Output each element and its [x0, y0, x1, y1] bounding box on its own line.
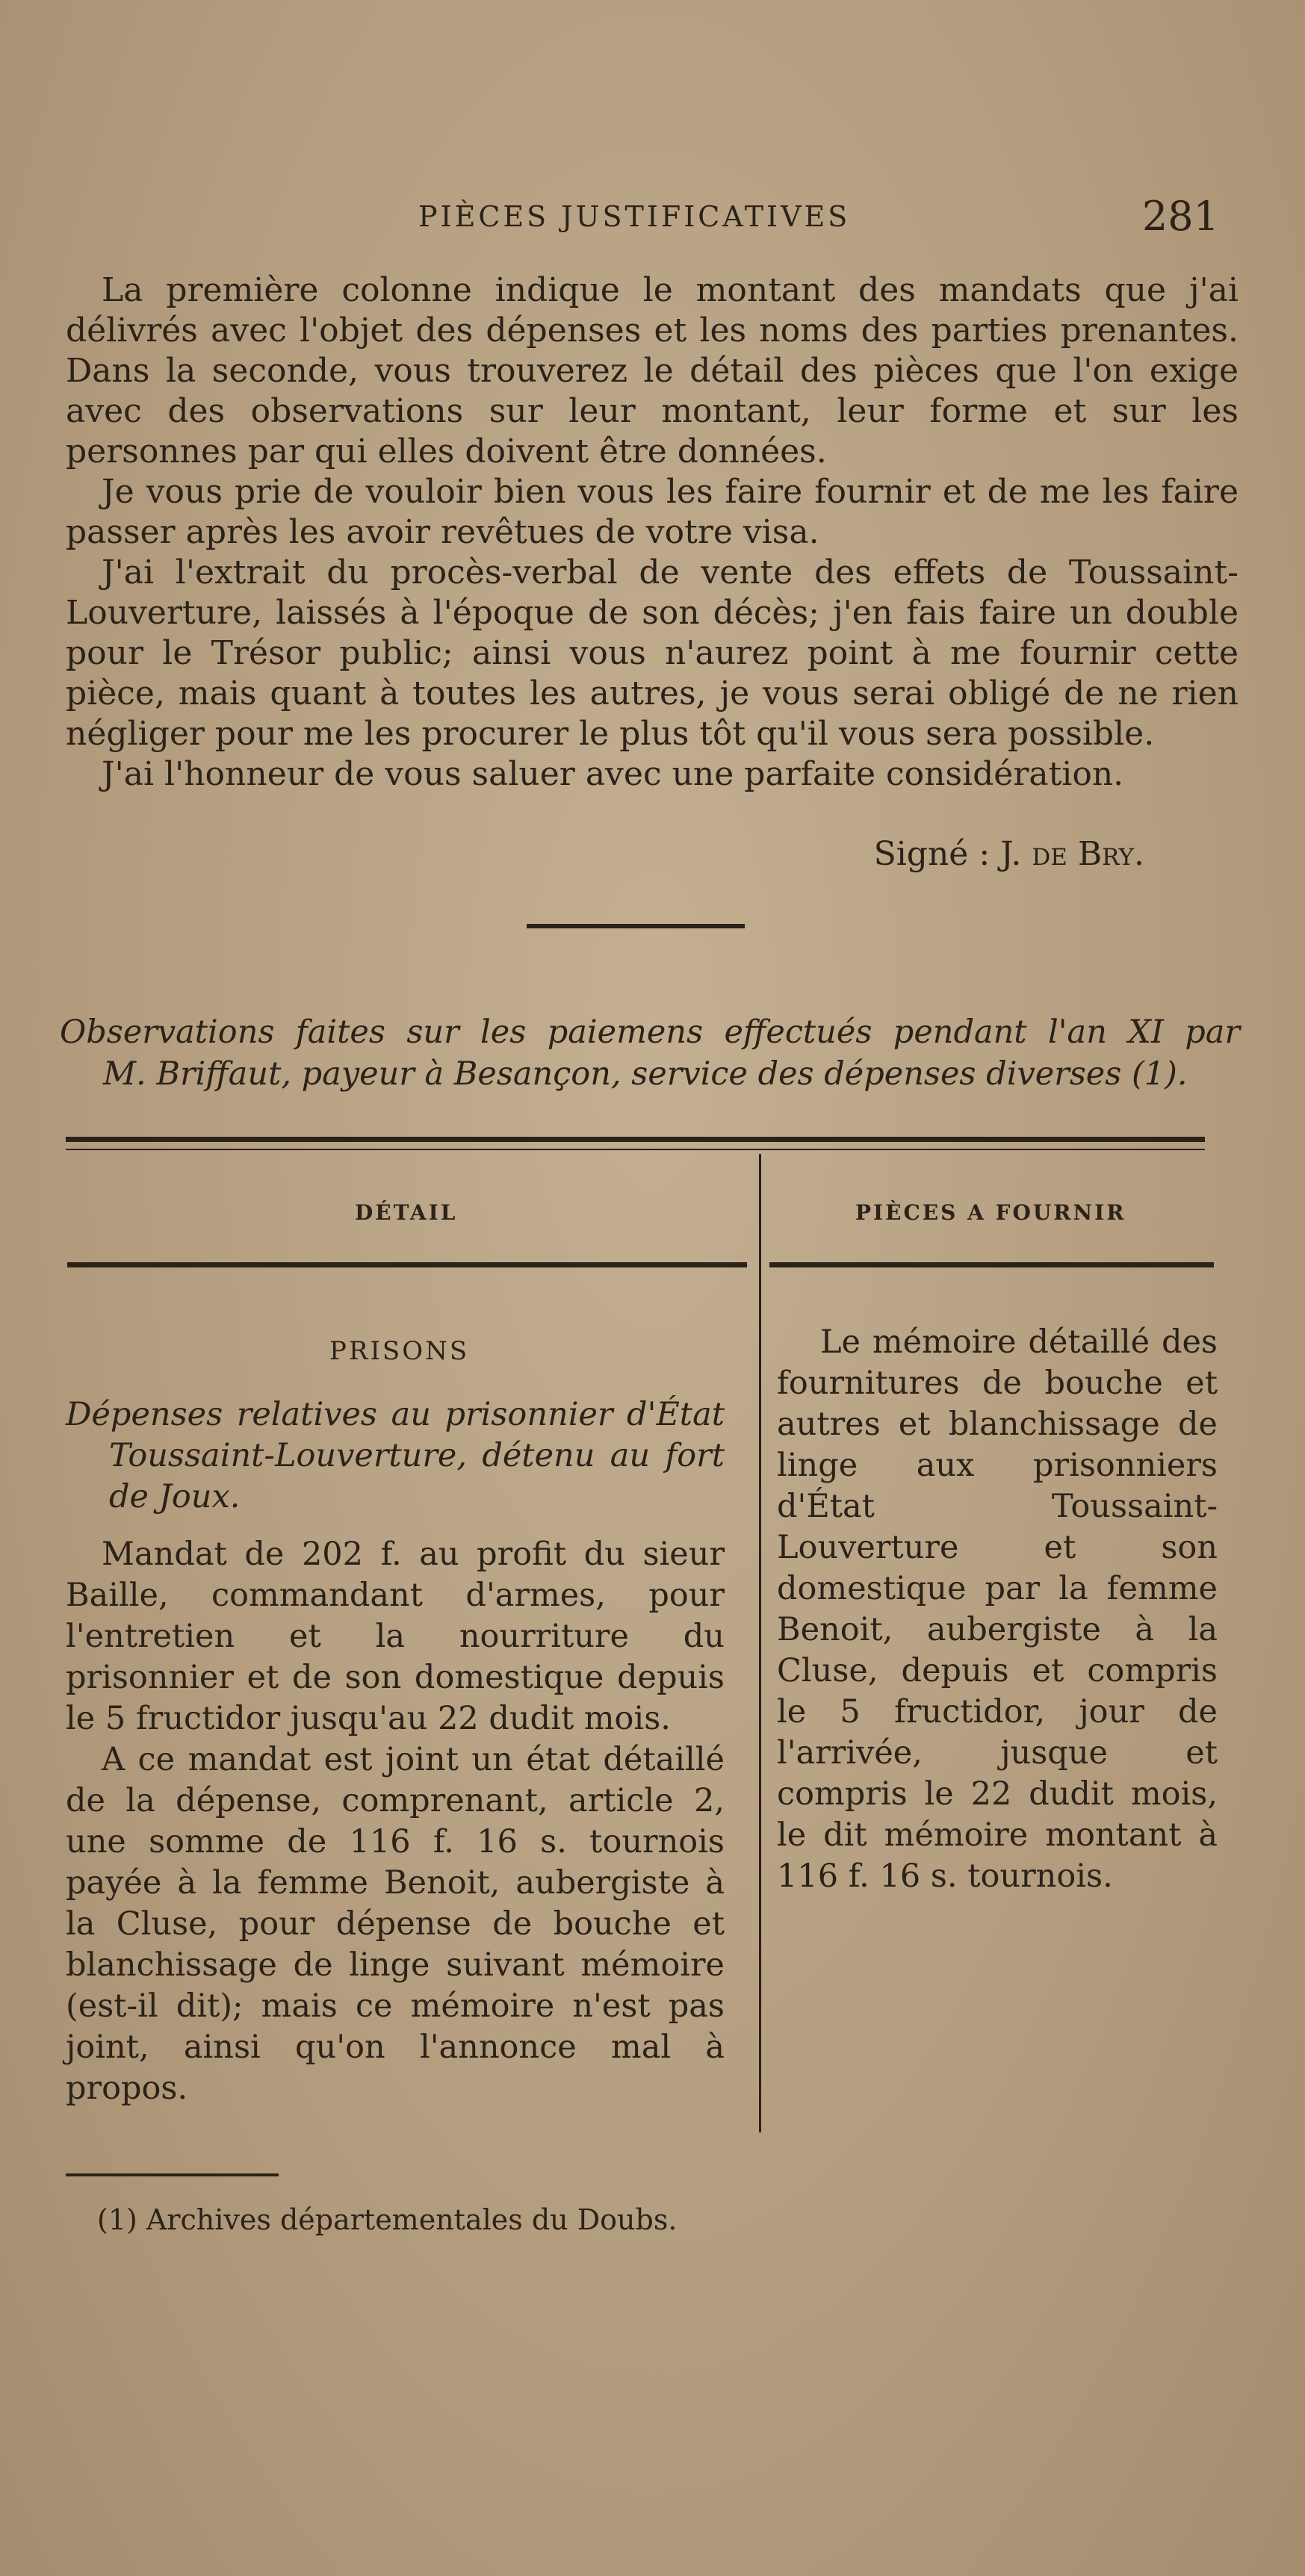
letter-paragraph: J'ai l'honneur de vous saluer avec une parfaite considération.	[102, 755, 1124, 793]
table-top-rule	[66, 1137, 1205, 1142]
letter-paragraph: Je vous prie de vouloir bien vous les faire fournir et de me les faire passer après les avoir revêtues de votre visa.	[66, 473, 1239, 551]
column-header-pieces: PIÈCES A FOURNIR	[855, 1200, 1126, 1225]
signature-prefix: Signé : J.	[873, 835, 1022, 873]
column-divider	[759, 1154, 761, 2132]
title-line-2: M. Briffaut, payeur à Besançon, service des dépenses diverses (1).	[103, 1055, 1188, 1093]
footnote-rule	[66, 2173, 279, 2176]
signature	[874, 835, 1144, 873]
signature-name: de Bry.	[1032, 835, 1144, 873]
letter-paragraph: La première colonne indique le montant des mandats que j'ai délivrés avec l'objet des dépenses et les noms des parties prenantes. Dans la seconde, vous trouverez le détail des pièces que l'on exige avec des observations sur leur montant, leur forme et sur les personnes par qui elles doivent être données.	[66, 271, 1239, 471]
pieces-column	[777, 1322, 1218, 1897]
section-divider	[527, 924, 745, 928]
letter-body	[66, 270, 1239, 795]
column-header-detail: DÉTAIL	[355, 1200, 458, 1225]
detail-paragraph: Mandat de 202 f. au profit du sieur Baille, commandant d'armes, pour l'entretien et la nourriture du prisonnier et de son domestique depuis le 5 fructidor jusqu'au 22 dudit mois.	[66, 1536, 725, 1737]
header-rule-right	[769, 1262, 1214, 1267]
letter-paragraph: J'ai l'extrait du procès-verbal de vente des effets de Toussaint-Louverture, laissés à l'époque de son décès; j'en fais faire un double pour le Trésor public; ainsi vous n'aurez point à me fournir cette pièce, mais quant à toutes les autres, je vous serai obligé de ne rien négliger pour me les procurer le plus tôt qu'il vous sera possible.	[66, 553, 1239, 753]
pieces-paragraph: Le mémoire détaillé des fournitures de bouche et autres et blanchissage de linge aux prisonniers d'État Toussaint-Louverture et son domestique par la femme Benoit, aubergiste à la Cluse, depuis et compris le 5 fructidor, jour de l'arrivée, jusque et compris le 22 dudit mois, le dit mémoire montant à 116 f. 16 s. tournois.	[777, 1323, 1218, 1895]
expense-subject: Dépenses relatives au prisonnier d'État Toussaint-Louverture, détenu au fort de Joux.	[66, 1396, 725, 1515]
footnote: (1) Archives départementales du Doubs.	[97, 2203, 678, 2236]
title-line-1: Observations faites sur les paiemens effectués pendant l'an XI par	[60, 1014, 1240, 1051]
running-title: PIÈCES JUSTIFICATIVES	[418, 200, 851, 233]
document-title	[60, 1011, 1240, 1095]
detail-column	[66, 1331, 725, 2109]
header-rule-left	[67, 1262, 747, 1267]
table-top-rule-thin	[66, 1149, 1205, 1150]
page-number: 281	[1141, 193, 1219, 240]
section-heading: PRISONS	[329, 1336, 470, 1366]
detail-paragraph: A ce mandat est joint un état détaillé de la dépense, comprenant, article 2, une somme de 116 f. 16 s. tournois payée à la femme Benoit, aubergiste à la Cluse, pour dépense de bouche et blanchissage de linge suivant mémoire (est-il dit); mais ce mémoire n'est pas joint, ainsi qu'on l'annonce mal à propos.	[66, 1741, 725, 2107]
